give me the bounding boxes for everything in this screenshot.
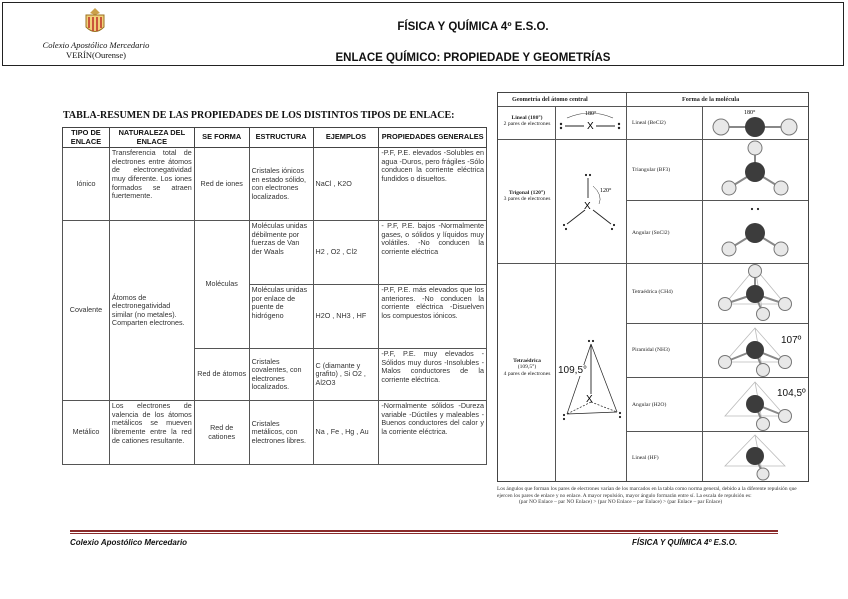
trigonal-angle-label: 120°: [600, 188, 612, 194]
repulsion-note: [497, 486, 809, 506]
table-row: [63, 401, 487, 465]
trigonal-label: Trigonal (120°): [508, 190, 546, 196]
lineal-geometry-label: [502, 115, 552, 128]
metallic-examples: Na , Fe , Hg , Au: [313, 401, 379, 465]
lineal-molecule-model: [703, 107, 808, 139]
table-header-row: [63, 128, 487, 148]
center-atom-label: X: [587, 121, 594, 132]
covalent-examples-1: H2 , O2 , Cl2: [313, 221, 379, 285]
lineal-model-angle: 180°: [744, 110, 756, 116]
lineal-hf-label: Lineal (HF): [632, 455, 659, 461]
note-text: Los ángulos que forman los pares de electrones varían de los marcados en la tabla como norma general, debido a la diferente repulsión que ejercen los pares de enlace y no enlace. A mayor repulsión, mayor ángulo formarán entre sí. La escala de repulsión es:: [497, 486, 797, 499]
trigonal-geometry-label: [502, 190, 552, 203]
covalent-examples-2: H2O , NH3 , HF: [313, 285, 379, 349]
header-cell: NATURALEZA DEL ENLACE: [109, 128, 194, 148]
angle-107-annotation: 107º: [781, 335, 802, 346]
ionic-properties: -P.F, P.E. elevados -Solubles en agua -Duros, pero frágiles -Sólo conducen la corriente eléctrica fundidos o disueltos.: [379, 148, 487, 221]
angular-h2o-model: [703, 378, 808, 431]
triangular-molecule-label: Triangular (BF3): [632, 167, 671, 173]
trigonal-sub: 3 pares de electrones: [503, 196, 551, 203]
metallic-structure: Cristales metálicos, con electrones libres.: [249, 401, 313, 465]
table-row: [63, 221, 487, 285]
footer-school: Colexio Apostólico Mercedario: [70, 538, 188, 547]
tetrahedral-geometry-label: [502, 358, 552, 377]
metallic-type: Metálico: [63, 401, 110, 465]
angular-sncl2-model: [703, 201, 808, 263]
center-atom-label: X: [586, 394, 593, 405]
page-subtitle: ENLACE QUÍMICO: PROPIEDADE Y GEOMETRÍAS: [335, 52, 611, 64]
header-cell: EJEMPLOS: [313, 128, 379, 148]
covalent-structure-1: Moléculas unidas débilmente por fuerzas de Van der Waals: [249, 221, 313, 285]
lineal-label: Lineal (180°): [511, 115, 543, 121]
footer-rule: [70, 530, 778, 532]
tetra-angle-label: 109,5°: [558, 365, 588, 376]
header-cell: TIPO DE ENLACE: [63, 128, 110, 148]
footer-rule: [70, 533, 778, 534]
tetra-label: Tetraédrica: [513, 358, 541, 364]
pyramidal-molecule-label: Piramidal (NH3): [632, 347, 670, 353]
lineal-diagram: [555, 107, 626, 139]
page-title: FÍSICA Y QUÍMICA 4º E.S.O.: [397, 21, 549, 33]
trigonal-diagram: [555, 140, 626, 263]
header-cell: SE FORMA: [194, 128, 249, 148]
geometry-col-header: Geometría del átomo central: [512, 96, 588, 103]
tetra-sub: 4 pares de electrones: [503, 370, 551, 377]
covalent-properties-1: - P.F, P.E. bajos -Normalmente gases, o sólidos y líquidos muy volátiles. -No conducen la corriente eléctrica: [379, 221, 487, 285]
note-scale: (par NO Enlace – par NO Enlace) > (par NO Enlace – par Enlace) > (par Enlace – par Enlace): [519, 499, 723, 506]
metallic-forms: Red de cationes: [194, 401, 249, 465]
angular-sncl2-label: Angular (SnCl2): [632, 230, 670, 236]
table-row: [63, 148, 487, 221]
ionic-nature: Transferencia total de electrones entre átomos de electronegatividad muy diferente. Los iones formados se atraen fuertemente.: [109, 148, 194, 221]
shape-col-header: Forma de la molécula: [682, 96, 740, 103]
footer-course: FÍSICA Y QUÍMICA 4º E.S.O.: [632, 538, 738, 547]
school-name: [21, 40, 171, 60]
ionic-examples: NaCl , K2O: [313, 148, 379, 221]
lineal-molecule-label: Lineal (BeCl2): [632, 120, 666, 126]
covalent-examples-3: C (diamante y grafito) , Si O2 , Al2O3: [313, 349, 379, 401]
tetra-angle-sub: (109,5°): [517, 364, 537, 371]
lineal-angle-label: 180°: [585, 111, 597, 117]
metallic-properties: -Normalmente sólidos -Dureza variable -Dúctiles y maleables -Buenos conductores del calor y la corriente eléctrica.: [379, 401, 487, 465]
table-title: TABLA-RESUMEN DE LAS PROPIEDADES DE LOS DISTINTOS TIPOS DE ENLACE:: [63, 110, 455, 121]
covalent-nature: Átomos de electronegatividad similar (no metales). Comparten electrones.: [109, 221, 194, 401]
angular-h2o-label: Angular (H2O): [632, 402, 667, 408]
ionic-forms: Red de iones: [194, 148, 249, 221]
ionic-type: Iónico: [63, 148, 110, 221]
covalent-properties-2: -P.F, P.E. más elevados que los anteriores. -No conducen la corriente eléctrica -Disuelven los compuestos iónicos.: [379, 285, 487, 349]
tetrahedral-molecule-model: [703, 264, 808, 323]
header-cell: ESTRUCTURA: [249, 128, 313, 148]
covalent-properties-3: -P.F, P.E. muy elevados -Sólidos muy duros -Insolubles -Malos conductores de la corriente eléctrica.: [379, 349, 487, 401]
school-city: VERÍN(Ourense): [66, 50, 126, 60]
school-crest-icon: [78, 6, 112, 38]
lineal-hf-model: [703, 432, 808, 481]
center-atom-label: X: [584, 201, 591, 212]
covalent-type: Covalente: [63, 221, 110, 401]
geometry-figure: [497, 92, 809, 482]
header-cell: PROPIEDADES GENERALES: [379, 128, 487, 148]
properties-table: [62, 127, 487, 465]
angle-104-annotation: 104,5º: [777, 388, 806, 399]
lineal-sub: 2 pares de electrones: [503, 121, 551, 128]
tetrahedral-molecule-label: Tetraédrica (CH4): [632, 289, 673, 295]
metallic-nature: Los electrones de valencia de los átomos metálicos se mueven libremente entre la red de cationes resultante.: [109, 401, 194, 465]
triangular-molecule-model: [703, 140, 808, 200]
school-name-line: Colexio Apostólico Mercedario: [42, 40, 150, 50]
page-header: [2, 2, 844, 66]
covalent-forms-molecules: Moléculas: [194, 221, 249, 349]
covalent-structure-2: Moléculas unidas por enlace de puente de hidrógeno: [249, 285, 313, 349]
ionic-structure: Cristales iónicos en estado sólido, con electrones localizados.: [249, 148, 313, 221]
covalent-forms-network: Red de átomos: [194, 349, 249, 401]
pyramidal-molecule-model: [703, 324, 808, 377]
covalent-structure-3: Cristales covalentes, con electrones localizados.: [249, 349, 313, 401]
divider: [626, 93, 627, 481]
